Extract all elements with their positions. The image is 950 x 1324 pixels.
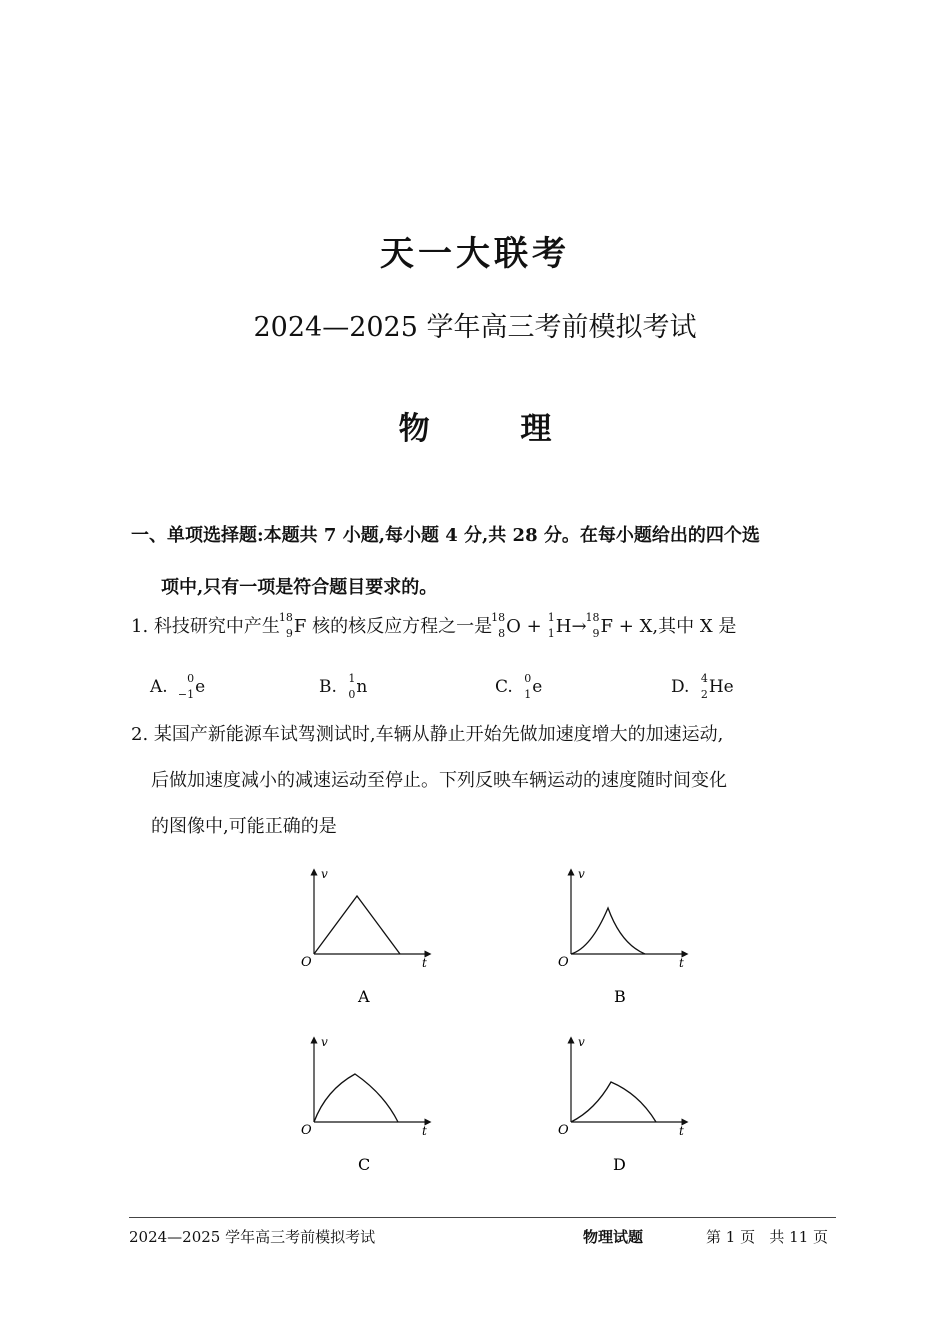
v-axis-label: v	[578, 1035, 585, 1049]
origin-label: O	[301, 1123, 312, 1138]
question-text: 核的核反应方程之一是	[312, 616, 493, 637]
section-heading	[131, 510, 841, 614]
velocity-curve	[314, 896, 400, 954]
t-axis-label: t	[422, 956, 427, 970]
option-b[interactable]: B. 1 0 n	[319, 671, 368, 701]
question-number: 1.	[131, 616, 149, 637]
graph-label: C	[358, 1155, 371, 1174]
question-2	[131, 712, 841, 850]
footer-exam-name: 2024—2025 学年高三考前模拟考试	[129, 1228, 376, 1246]
option-a[interactable]: A. 0 −1 e	[150, 671, 206, 701]
section-heading-line2: 项中,只有一项是符合题目要求的。	[161, 577, 438, 598]
reaction-arrow: →	[571, 616, 587, 637]
option-c[interactable]: C. 0 1 e	[495, 671, 543, 701]
footer-page-number: 第 1 页 共 11 页	[706, 1228, 829, 1246]
nuclide-H1: 1 1	[547, 611, 555, 640]
graph-c[interactable]	[296, 1034, 436, 1179]
v-axis-label: v	[578, 867, 585, 881]
origin-label: O	[558, 1123, 569, 1138]
graph-d[interactable]	[553, 1034, 693, 1179]
subject-title: 物 理	[398, 411, 592, 447]
footer-subject: 物理试题	[583, 1228, 644, 1246]
origin-label: O	[558, 955, 569, 970]
v-axis-label: v	[321, 867, 328, 881]
nuclide-F18: 18 9	[278, 611, 293, 640]
question-1: 1. 科技研究中产生 18 9 F 核的核反应方程之一是 18 8 O + 1 1 H→ 18 9 F + X,其中 X 是	[131, 611, 737, 640]
t-axis-label: t	[679, 956, 684, 970]
origin-label: O	[301, 955, 312, 970]
question-2-line3: 的图像中,可能正确的是	[151, 816, 337, 837]
velocity-curve	[571, 908, 645, 954]
t-axis-label: t	[422, 1124, 427, 1138]
exam-subtitle: 2024—2025 学年高三考前模拟考试	[253, 312, 697, 343]
t-axis-label: t	[679, 1124, 684, 1138]
graph-label: D	[613, 1155, 626, 1174]
graph-b[interactable]	[553, 866, 693, 1011]
question-text: 科技研究中产生	[153, 616, 280, 637]
question-text: X,其中 X 是	[639, 616, 737, 637]
option-d[interactable]: D. 4 2 He	[671, 671, 734, 701]
exam-series-title: 天一大联考	[380, 234, 570, 274]
graph-a[interactable]	[296, 866, 436, 1011]
nuclide-O18: 18 8	[491, 611, 506, 640]
footer-divider	[129, 1217, 836, 1218]
section-heading-line1: 一、单项选择题:本题共 7 小题,每小题 4 分,共 28 分。在每小题给出的四个选	[131, 525, 760, 546]
graph-label: A	[358, 987, 370, 1006]
velocity-curve	[571, 1082, 656, 1122]
nuclide-F18-product: 18 9	[585, 611, 600, 640]
question-2-line2: 后做加速度减小的减速运动至停止。下列反映车辆运动的速度随时间变化	[151, 770, 727, 791]
velocity-curve	[314, 1074, 398, 1122]
graph-label: B	[614, 987, 626, 1006]
v-axis-label: v	[321, 1035, 328, 1049]
question-2-line1: 2. 某国产新能源车试驾测试时,车辆从静止开始先做加速度增大的加速运动,	[131, 724, 724, 745]
